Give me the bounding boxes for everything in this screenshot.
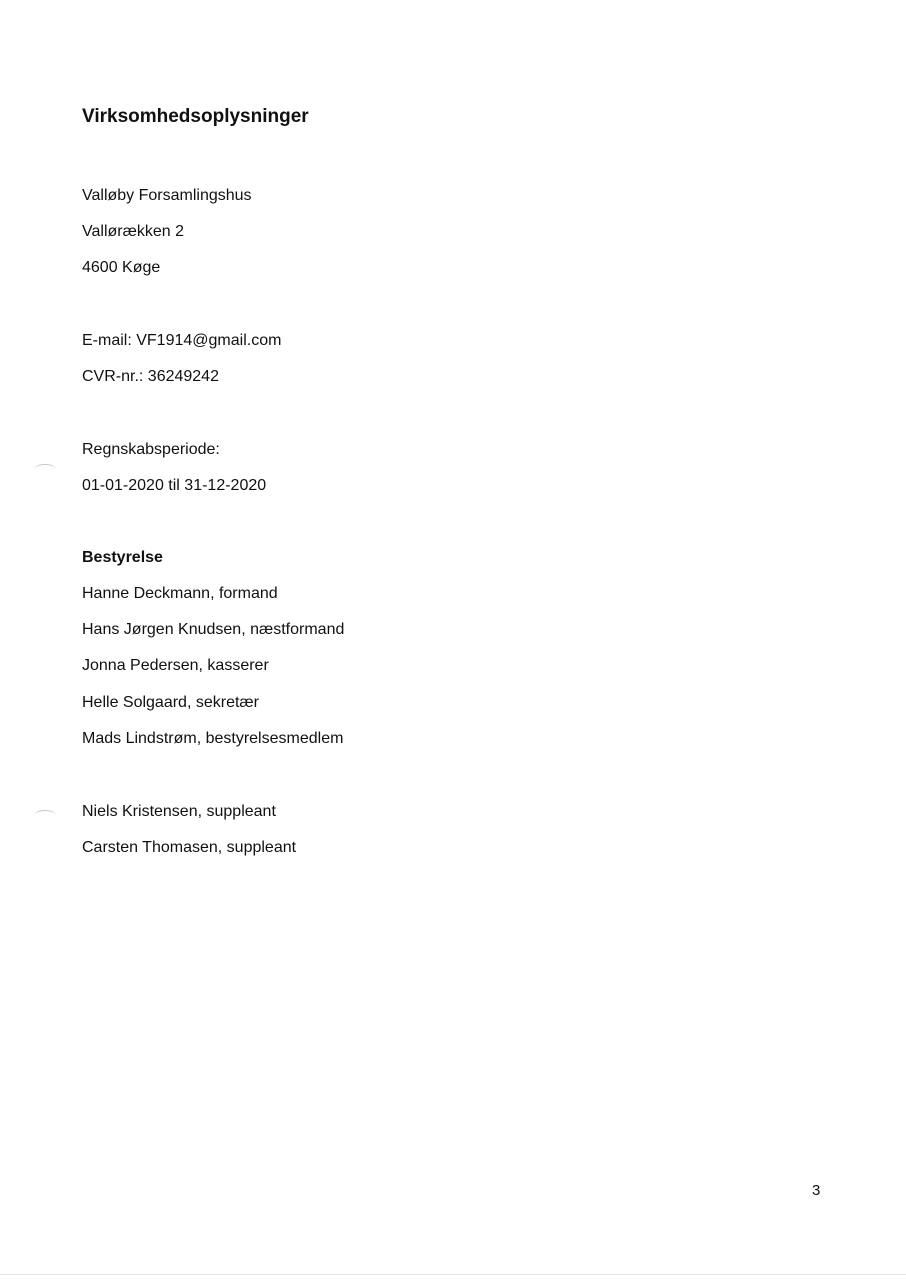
board-member: Hans Jørgen Knudsen, næstformand bbox=[82, 621, 345, 638]
substitute-member: Niels Kristensen, suppleant bbox=[82, 803, 276, 820]
email-line: E-mail: VF1914@gmail.com bbox=[82, 332, 282, 349]
accounting-period-value: 01-01-2020 til 31-12-2020 bbox=[82, 477, 267, 494]
accounting-period-label: Regnskabsperiode: bbox=[82, 441, 220, 458]
board-member: Helle Solgaard, sekretær bbox=[82, 694, 259, 711]
company-name: Valløby Forsamlingshus bbox=[82, 187, 252, 204]
board-member: Mads Lindstrøm, bestyrelsesmedlem bbox=[82, 730, 344, 747]
scan-mark bbox=[34, 810, 56, 821]
postal-city: 4600 Køge bbox=[82, 259, 161, 276]
page-edge-divider bbox=[0, 1274, 906, 1275]
cvr-line: CVR-nr.: 36249242 bbox=[82, 368, 219, 385]
page-title: Virksomhedsoplysninger bbox=[82, 106, 309, 127]
street-address: Vallørækken 2 bbox=[82, 223, 184, 240]
board-member: Hanne Deckmann, formand bbox=[82, 585, 278, 602]
page-number: 3 bbox=[812, 1182, 821, 1199]
board-member: Jonna Pedersen, kasserer bbox=[82, 657, 269, 674]
scan-mark bbox=[34, 464, 56, 475]
substitute-member: Carsten Thomasen, suppleant bbox=[82, 839, 297, 856]
board-heading: Bestyrelse bbox=[82, 549, 163, 566]
